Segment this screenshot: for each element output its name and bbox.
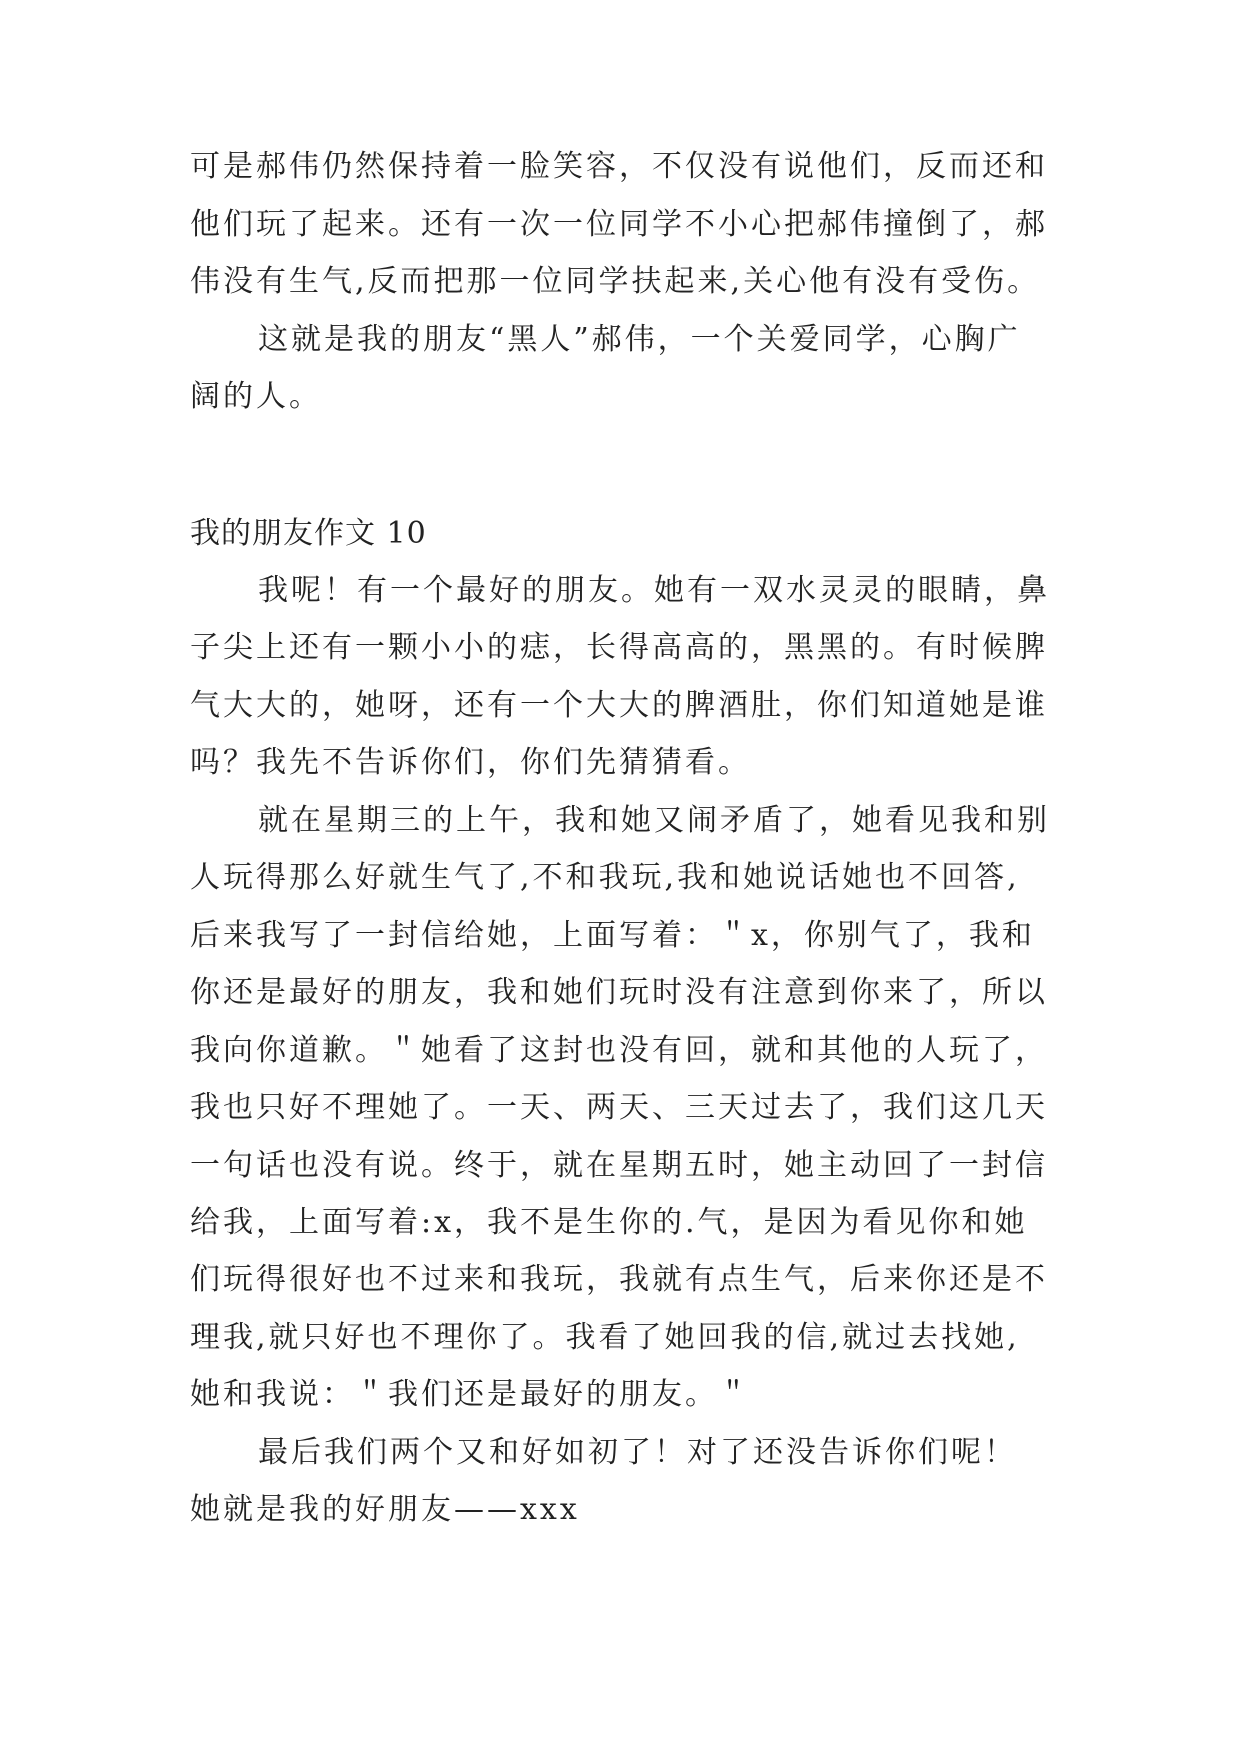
- paragraph-line: 理我,就只好也不理你了。我看了她回我的信,就过去找她,: [190, 1320, 1020, 1355]
- paragraph-line: 们玩得很好也不过来和我玩，我就有点生气，后来你还是不: [190, 1262, 1048, 1297]
- paragraph-line: 她和我说：＂我们还是最好的朋友。＂: [190, 1377, 751, 1412]
- paragraph-line: 一句话也没有说。终于，就在星期五时，她主动回了一封信: [190, 1148, 1048, 1183]
- paragraph-line: 伟没有生气,反而把那一位同学扶起来,关心他有没有受伤。: [190, 264, 1041, 299]
- paragraph-line: 就在星期三的上午，我和她又闹矛盾了，她看见我和别: [258, 803, 1050, 838]
- paragraph-line: 可是郝伟仍然保持着一脸笑容，不仅没有说他们，反而还和: [190, 149, 1048, 184]
- paragraph-line: 给我，上面写着:x，我不是生你的.气，是因为看见你和她: [190, 1205, 1028, 1240]
- paragraph-line: 后来我写了一封信给她，上面写着：＂x，你别气了，我和: [190, 918, 1035, 953]
- paragraph-line: 气大大的，她呀，还有一个大大的脾酒肚，你们知道她是谁: [190, 688, 1048, 723]
- paragraph-line: 人玩得那么好就生气了,不和我玩,我和她说话她也不回答,: [190, 860, 1020, 895]
- paragraph-line: 阔的人。: [190, 379, 322, 414]
- paragraph-line: 她就是我的好朋友——xxx: [190, 1492, 580, 1527]
- section-heading: 我的朋友作文 10: [190, 516, 427, 551]
- paragraph-line: 吗？我先不告诉你们，你们先猜猜看。: [190, 745, 751, 780]
- paragraph-line: 子尖上还有一颗小小的痣，长得高高的，黑黑的。有时候脾: [190, 630, 1048, 665]
- paragraph-line: 这就是我的朋友“黑人”郝伟，一个关爱同学，心胸广: [258, 322, 1021, 357]
- paragraph-line: 我向你道歉。＂她看了这封也没有回，就和其他的人玩了，: [190, 1033, 1048, 1068]
- paragraph-line: 我也只好不理她了。一天、两天、三天过去了，我们这几天: [190, 1090, 1048, 1125]
- paragraph-line: 最后我们两个又和好如初了！对了还没告诉你们呢！: [258, 1435, 1017, 1470]
- paragraph-line: 你还是最好的朋友，我和她们玩时没有注意到你来了，所以: [190, 975, 1048, 1010]
- paragraph-line: 我呢！有一个最好的朋友。她有一双水灵灵的眼睛，鼻: [258, 573, 1050, 608]
- paragraph-line: 他们玩了起来。还有一次一位同学不小心把郝伟撞倒了，郝: [190, 207, 1048, 242]
